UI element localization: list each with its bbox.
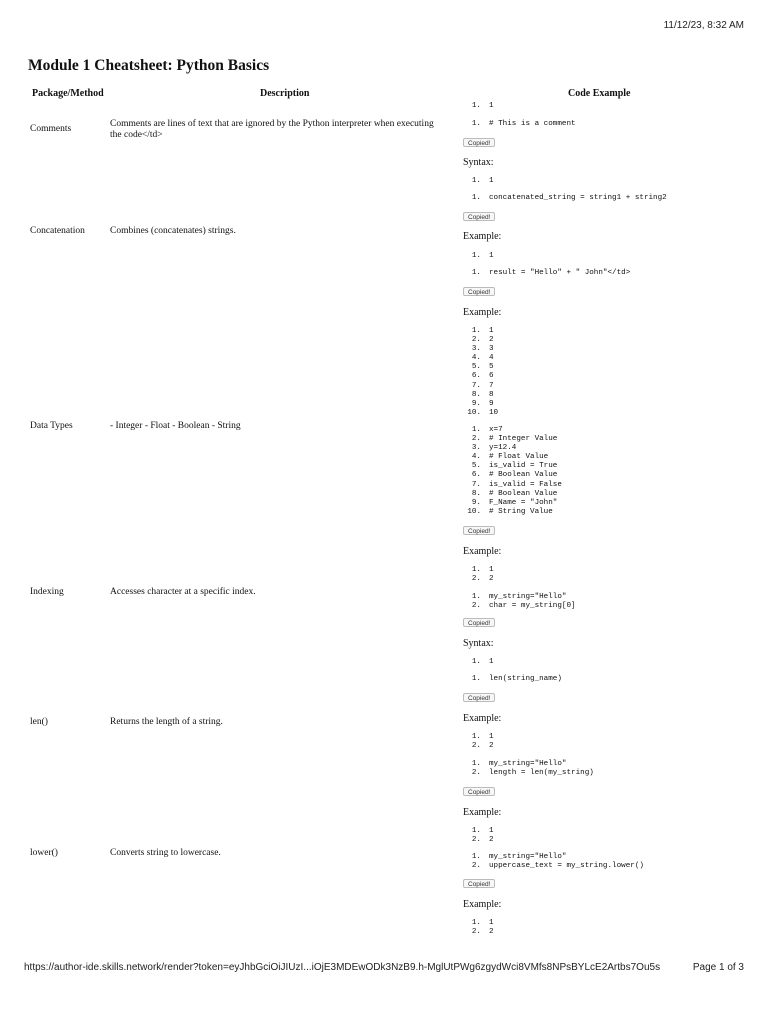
copy-button[interactable]: Copied!	[463, 138, 495, 147]
line-number: 1.	[471, 177, 481, 185]
row-description-data-types: - Integer - Float - Boolean - String	[110, 421, 241, 431]
code-text: len(string_name)	[489, 675, 562, 683]
code-text: 5	[489, 363, 494, 372]
code-text: 1	[489, 327, 494, 335]
code-line-numbers	[463, 658, 494, 667]
code-line	[463, 566, 494, 575]
code-line-numbers	[463, 566, 494, 584]
line-number: 1.	[471, 827, 481, 835]
code-line	[463, 919, 494, 928]
code-line	[463, 372, 498, 381]
code-line-numbers	[463, 177, 494, 186]
code-line	[463, 345, 498, 354]
column-header-description: Description	[260, 88, 310, 99]
example-label: Example:	[463, 713, 502, 724]
line-number: 3.	[471, 345, 481, 354]
code-text: my_string="Hello"	[489, 853, 567, 861]
code-text: 1	[489, 566, 494, 574]
page-number: Page 1 of 3	[692, 962, 744, 973]
code-text: result = "Hello" + " John"</td>	[489, 269, 631, 277]
row-name-concatenation: Concatenation	[30, 226, 85, 236]
copy-button[interactable]: Copied!	[463, 787, 495, 796]
code-text: # String Value	[489, 507, 553, 516]
code-line	[463, 120, 576, 129]
copy-button[interactable]: Copied!	[463, 693, 495, 702]
code-line	[463, 435, 562, 444]
code-line	[463, 675, 562, 684]
code-line	[463, 481, 562, 490]
line-number: 1.	[471, 194, 481, 202]
code-line	[463, 400, 498, 409]
code-line-numbers	[463, 252, 494, 261]
example-label: Example:	[463, 231, 502, 242]
column-header-package: Package/Method	[32, 88, 104, 99]
code-line	[463, 853, 644, 862]
code-line-numbers	[463, 733, 494, 751]
code-line	[463, 742, 494, 751]
row-description-lower: Converts string to lowercase.	[110, 848, 221, 858]
code-text: 9	[489, 399, 494, 408]
code-line	[463, 426, 562, 435]
line-number: 2.	[471, 769, 481, 778]
code-line	[463, 453, 562, 462]
row-description-len: Returns the length of a string.	[110, 717, 223, 727]
code-line	[463, 490, 562, 499]
code-text: is_valid = False	[489, 480, 562, 489]
code-text: 1	[489, 252, 494, 260]
code-line	[463, 733, 494, 742]
copy-button[interactable]: Copied!	[463, 212, 495, 221]
code-line	[463, 391, 498, 400]
code-text: # Float Value	[489, 453, 549, 462]
line-number: 6.	[471, 471, 481, 480]
code-line	[463, 928, 494, 937]
row-name-indexing: Indexing	[30, 587, 64, 597]
line-number: 2.	[471, 575, 481, 584]
code-line	[463, 602, 576, 611]
copy-button[interactable]: Copied!	[463, 879, 495, 888]
code-line	[463, 862, 644, 871]
code-line	[463, 252, 494, 261]
line-number: 1.	[471, 327, 481, 335]
line-number: 2.	[471, 836, 481, 845]
line-number: 10.	[467, 408, 481, 417]
example-label: Example:	[463, 807, 502, 818]
line-number: 10.	[467, 507, 481, 516]
code-line	[463, 363, 498, 372]
copy-button[interactable]: Copied!	[463, 526, 495, 535]
code-line	[463, 409, 498, 418]
code-text: 6	[489, 372, 494, 381]
code-text: 1	[489, 919, 494, 927]
line-number: 6.	[471, 372, 481, 381]
code-block	[463, 120, 576, 129]
line-number: 4.	[471, 453, 481, 462]
row-name-data-types: Data Types	[30, 421, 73, 431]
example-label: Example:	[463, 899, 502, 910]
code-text: # Boolean Value	[489, 489, 558, 498]
code-block	[463, 675, 562, 684]
row-name-lower: lower()	[30, 848, 58, 858]
line-number: 1.	[471, 269, 481, 277]
print-date: 11/12/23, 8:32 AM	[663, 20, 744, 31]
line-number: 7.	[471, 381, 481, 390]
code-line	[463, 471, 562, 480]
line-number: 1.	[471, 426, 481, 434]
code-line	[463, 593, 576, 602]
code-text: x=7	[489, 426, 503, 434]
code-text: my_string="Hello"	[489, 593, 567, 601]
column-header-code: Code Example	[568, 88, 631, 99]
example-label: Example:	[463, 546, 502, 557]
code-line	[463, 760, 594, 769]
row-description-concatenation: Combines (concatenates) strings.	[110, 226, 236, 236]
code-line	[463, 769, 594, 778]
code-line	[463, 354, 498, 363]
line-number: 1.	[471, 675, 481, 683]
line-number: 5.	[471, 363, 481, 372]
line-number: 1.	[471, 760, 481, 768]
code-line-numbers	[463, 827, 494, 845]
code-line	[463, 836, 494, 845]
code-block	[463, 853, 644, 871]
code-text: 1	[489, 177, 494, 185]
code-line	[463, 499, 562, 508]
row-name-comments: Comments	[30, 124, 72, 134]
code-line	[463, 194, 667, 203]
code-text: 3	[489, 345, 494, 354]
code-text: is_valid = True	[489, 462, 558, 471]
page-title: Module 1 Cheatsheet: Python Basics	[28, 57, 270, 74]
line-number: 8.	[471, 489, 481, 498]
line-number: 1.	[471, 120, 481, 128]
code-block	[463, 269, 630, 278]
code-text: uppercase_text = my_string.lower()	[489, 862, 644, 871]
code-line	[463, 327, 498, 336]
line-number: 1.	[471, 102, 481, 110]
line-number: 8.	[471, 390, 481, 399]
line-number: 2.	[471, 862, 481, 871]
code-block	[463, 760, 594, 778]
code-text: # Integer Value	[489, 435, 558, 444]
line-number: 9.	[471, 399, 481, 408]
example-label: Example:	[463, 307, 502, 318]
line-number: 9.	[471, 498, 481, 507]
row-name-len: len()	[30, 717, 48, 727]
syntax-label: Syntax:	[463, 157, 494, 168]
line-number: 1.	[471, 252, 481, 260]
line-number: 2.	[471, 435, 481, 444]
code-line-numbers	[463, 919, 494, 937]
code-text: char = my_string[0]	[489, 602, 576, 611]
line-number: 1.	[471, 919, 481, 927]
code-text: 2	[489, 336, 494, 345]
copy-button[interactable]: Copied!	[463, 618, 495, 627]
code-text: # Boolean Value	[489, 471, 558, 480]
row-description-comments: Comments are lines of text that are ignored by the Python interpreter when executing the code</td>	[110, 119, 434, 140]
code-text: my_string="Hello"	[489, 760, 567, 768]
code-text: 2	[489, 928, 494, 937]
code-line	[463, 658, 494, 667]
code-line	[463, 827, 494, 836]
code-text: length = len(my_string)	[489, 769, 594, 778]
code-line	[463, 177, 494, 186]
code-line	[463, 336, 498, 345]
line-number: 3.	[471, 444, 481, 453]
code-text: 10	[489, 408, 499, 417]
code-text: 1	[489, 658, 494, 666]
line-number: 4.	[471, 354, 481, 363]
code-text: 4	[489, 354, 494, 363]
code-line-numbers	[463, 327, 498, 418]
code-line-numbers	[463, 102, 494, 111]
line-number: 1.	[471, 566, 481, 574]
code-text: 1	[489, 733, 494, 741]
code-text: 2	[489, 742, 494, 751]
code-text: y=12.4	[489, 444, 517, 453]
code-line	[463, 575, 494, 584]
line-number: 1.	[471, 658, 481, 666]
syntax-label: Syntax:	[463, 638, 494, 649]
code-text: 7	[489, 381, 494, 390]
code-line	[463, 269, 630, 278]
code-line	[463, 102, 494, 111]
line-number: 2.	[471, 928, 481, 937]
code-line	[463, 382, 498, 391]
code-block	[463, 426, 562, 517]
line-number: 1.	[471, 593, 481, 601]
line-number: 2.	[471, 602, 481, 611]
code-text: F_Name = "John"	[489, 498, 558, 507]
line-number: 5.	[471, 462, 481, 471]
line-number: 2.	[471, 742, 481, 751]
line-number: 2.	[471, 336, 481, 345]
code-text: 2	[489, 836, 494, 845]
code-line	[463, 508, 562, 517]
code-block	[463, 593, 576, 611]
row-description-indexing: Accesses character at a specific index.	[110, 587, 256, 597]
line-number: 7.	[471, 480, 481, 489]
code-block	[463, 194, 667, 203]
line-number: 1.	[471, 733, 481, 741]
code-text: 8	[489, 390, 494, 399]
code-text: # This is a comment	[489, 120, 576, 128]
code-text: 2	[489, 575, 494, 584]
code-text: 1	[489, 102, 494, 110]
line-number: 1.	[471, 853, 481, 861]
footer-url: https://author-ide.skills.network/render?token=eyJhbGciOiJIUzI...iOjE3MDEwODk3NzB9.h-MglUtPWg6zgydWci8VMfs8NPsBYLcE2Artbs7Ou5s	[24, 962, 661, 973]
code-line	[463, 444, 562, 453]
code-text: 1	[489, 827, 494, 835]
copy-button[interactable]: Copied!	[463, 287, 495, 296]
code-line	[463, 462, 562, 471]
code-text: concatenated_string = string1 + string2	[489, 194, 667, 202]
